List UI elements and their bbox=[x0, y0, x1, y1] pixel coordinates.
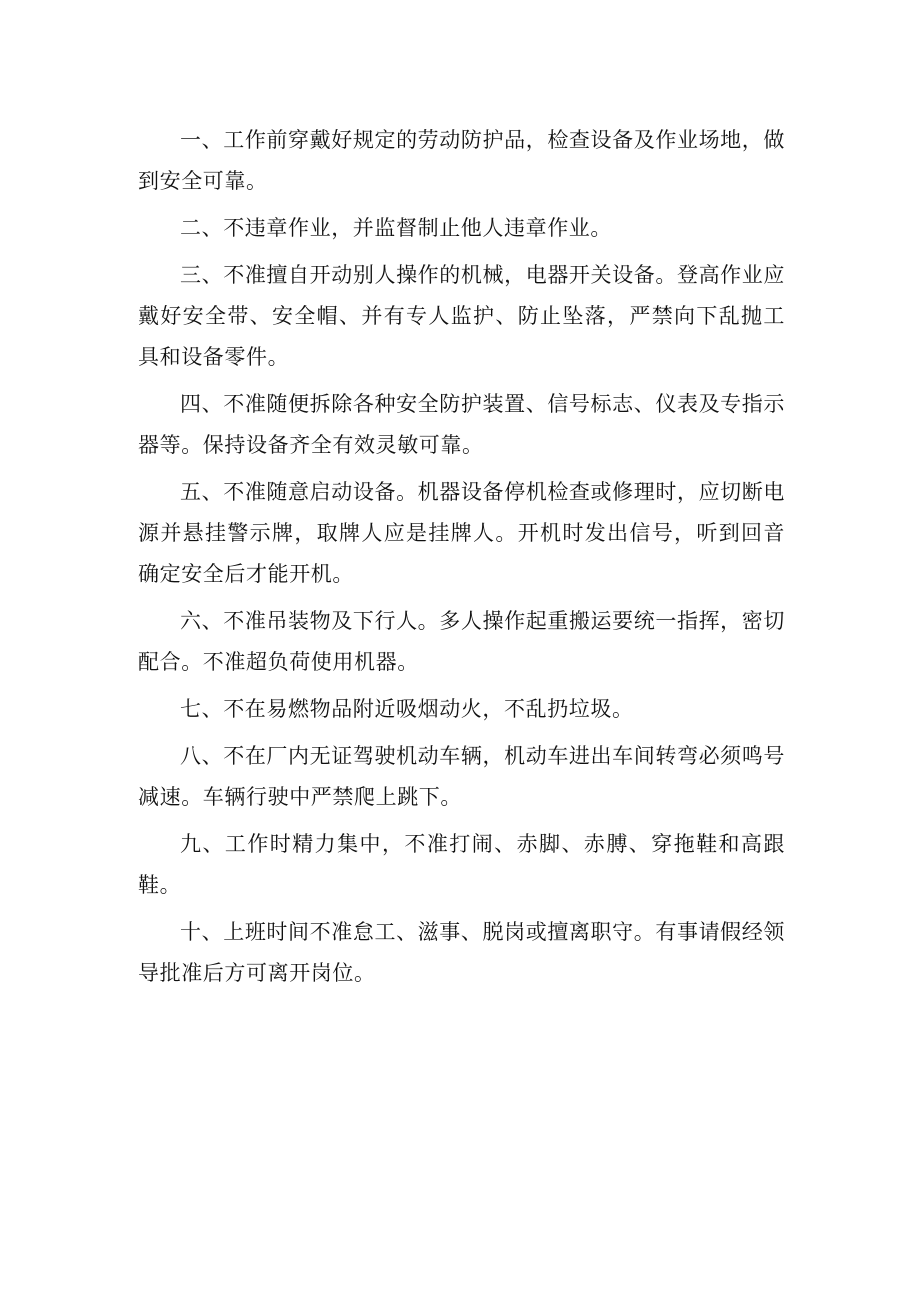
rule-paragraph-10: 十、上班时间不准怠工、滋事、脱岗或擅离职守。有事请假经领导批准后方可离开岗位。 bbox=[138, 920, 785, 985]
rule-paragraph-1: 一、工作前穿戴好规定的劳动防护品，检查设备及作业场地，做到安全可靠。 bbox=[138, 128, 785, 193]
document-body bbox=[138, 120, 785, 1000]
rule-paragraph-9: 九、工作时精力集中，不准打闹、赤脚、赤膊、穿拖鞋和高跟鞋。 bbox=[138, 832, 785, 897]
rule-paragraph-8: 八、不在厂内无证驾驶机动车辆，机动车进出车间转弯必须鸣号减速。车辆行驶中严禁爬上跳下。 bbox=[138, 744, 785, 809]
rule-paragraph-3: 三、不准擅自开动别人操作的机械，电器开关设备。登高作业应戴好安全带、安全帽、并有专人监护、防止坠落，严禁向下乱抛工具和设备零件。 bbox=[138, 263, 785, 369]
rule-paragraph-4: 四、不准随便拆除各种安全防护装置、信号标志、仪表及专指示器等。保持设备齐全有效灵敏可靠。 bbox=[138, 392, 785, 457]
rule-paragraph-2: 二、不违章作业，并监督制止他人违章作业。 bbox=[180, 216, 612, 240]
rule-paragraph-7: 七、不在易燃物品附近吸烟动火，不乱扔垃圾。 bbox=[180, 697, 634, 721]
rule-paragraph-5: 五、不准随意启动设备。机器设备停机检查或修理时，应切断电源并悬挂警示牌，取牌人应是挂牌人。开机时发出信号，听到回音确定安全后才能开机。 bbox=[138, 480, 785, 586]
rule-paragraph-6: 六、不准吊装物及下行人。多人操作起重搬运要统一指挥，密切配合。不准超负荷使用机器。 bbox=[138, 609, 785, 674]
